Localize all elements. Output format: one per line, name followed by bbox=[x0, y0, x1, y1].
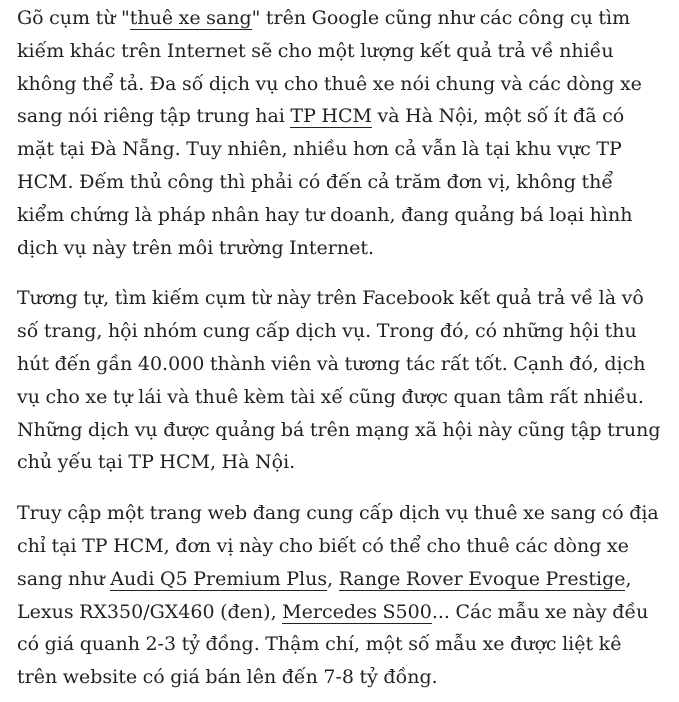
link-range-rover[interactable]: Range Rover Evoque Prestige bbox=[338, 567, 626, 590]
p2-text: Tương tự, tìm kiếm cụm từ này trên Facebook kết quả trả về là vô số trang, hội nhóm cung cấp dịch vụ. Trong đó, có những hội thu hút đến gần 40.000 thành viên và tương tác rất tốt. Cạnh đó, dịch vụ cho xe tự lái và thuê kèm tài xế cũng được quan tâm rất nhiều. Những dịch vụ được quảng bá trên mạng xã hội này cũng tập trung chủ yếu tại TP HCM, Hà Nội. bbox=[17, 287, 661, 474]
link-mercedes-s500[interactable]: Mercedes S500 bbox=[282, 600, 432, 623]
paragraph-search-facebook bbox=[17, 282, 665, 479]
link-tp-hcm[interactable]: TP HCM bbox=[290, 105, 372, 128]
link-thue-xe-sang[interactable]: thuê xe sang bbox=[129, 7, 252, 29]
p3-text-2: , Lexus RX350/GX460 (đen), bbox=[17, 567, 632, 623]
p1-text-1: Gõ cụm từ " bbox=[17, 7, 130, 29]
p3-text-1: Truy cập một trang web đang cung cấp dịch vụ thuê xe sang có địa chỉ tại TP HCM, đơn vị này cho biết có thể cho thuê các dòng xe sang như bbox=[17, 502, 659, 590]
paragraph-search-google bbox=[17, 2, 665, 264]
p1-text-3: và Hà Nội, một số ít đã có mặt tại Đà Nẵng. Tuy nhiên, nhiều hơn cả vẫn là tại khu vực TP HCM. Đếm thủ công thì phải có đến cả trăm đơn vị, không thể kiểm chứng là pháp nhân hay tư doanh, đang quảng bá loại hình dịch vụ này trên môi trường Internet. bbox=[17, 105, 633, 259]
p3-separator: , bbox=[327, 567, 339, 590]
p1-text-2: " trên Google cũng như các công cụ tìm kiếm khác trên Internet sẽ cho một lượng kết quả trả về nhiều không thể tả. Đa số dịch vụ cho thuê xe nói chung và các dòng xe sang nói riêng tập trung hai bbox=[17, 7, 642, 128]
paragraph-website-listing bbox=[17, 497, 665, 694]
link-audi-q5[interactable]: Audi Q5 Premium Plus bbox=[110, 567, 328, 590]
p3-text-3: ... Các mẫu xe này đều có giá quanh 2-3 tỷ đồng. Thậm chí, một số mẫu xe được liệt kê trên website có giá bán lên đến 7-8 tỷ đồng. bbox=[17, 600, 649, 689]
